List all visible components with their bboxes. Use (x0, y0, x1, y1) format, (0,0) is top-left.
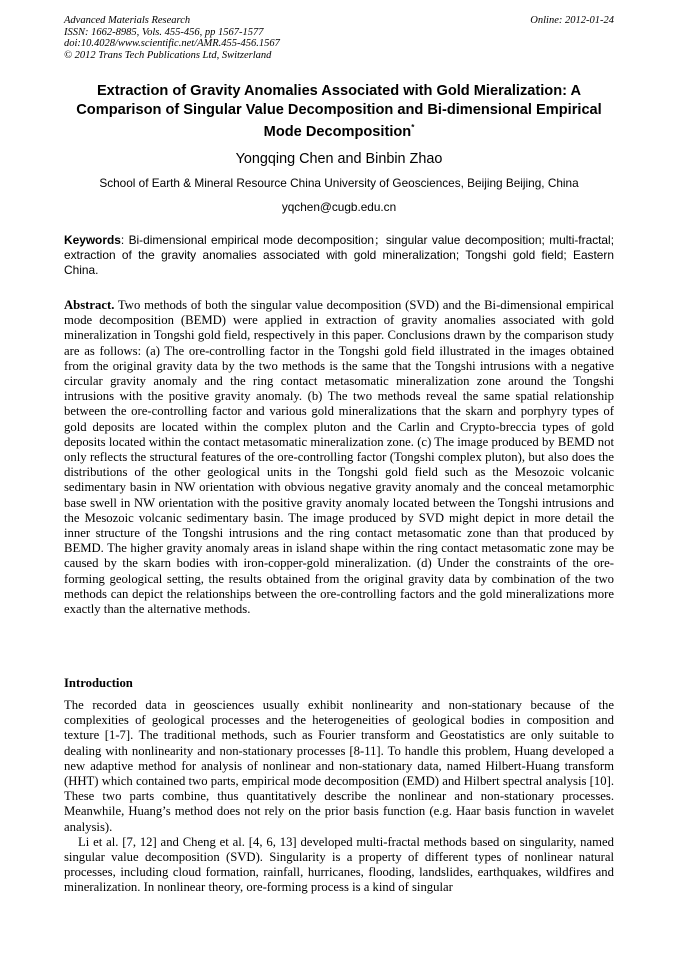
affiliation: School of Earth & Mineral Resource China University of Geosciences, Beijing Beijing, China (99, 176, 579, 190)
author-list: Yongqing Chen and Binbin Zhao (235, 151, 443, 167)
introduction-heading: Introduction (64, 676, 133, 690)
copyright-line: © 2012 Trans Tech Publications Ltd, Switzerland (64, 49, 272, 61)
intro-paragraph-1: The recorded data in geosciences usually exhibit nonlinearity and non-stationary because of the complexities of geological processes and the heterogeneities of geological bodies in composition and texture [1-7]. The traditional methods, such as Fourier transform and Geostatistics are only suitable to dealing with nonlinearity and non-stationary processes [8-11]. To handle this problem, Huang developed a new adaptive method for analysis of nonlinear and non-stationary data, named Hilbert-Huang transform (HHT) which contained two parts, empirical mode decomposition (EMD) and Hilbert spectral analysis [10]. These two parts combine, thus quantitatively describe the nonlinear and non-stationary processes. Meanwhile, Huang’s method does not rely on the prior basis function (e.g. Haar basis function in wavelet analysis). (64, 698, 614, 834)
abstract-block (64, 298, 614, 617)
keywords-text: : Bi-dimensional empirical mode decomposition；singular value decomposition; multi-fractal; extraction of the gravity anomalies associated with gold mineralization; Tongshi gold field; Eastern China. (64, 233, 614, 277)
keywords-label: Keywords (64, 233, 121, 247)
keywords-block (64, 233, 614, 277)
author-email: yqchen@cugb.edu.cn (281, 200, 397, 214)
paper-title-text: Extraction of Gravity Anomalies Associated with Gold Mieralization: A Comparison of Singular Value Decomposition and Bi-dimensional Empirical Mode Decomposition (76, 83, 602, 140)
abstract-text: Two methods of both the singular value decomposition (SVD) and the Bi-dimensional empirical mode decomposition (BEMD) were applied in extraction of gravity anomalies associated with gold mineralization in Tongshi gold field, respectively in this paper. Conclusions drawn by the comparison study are as follows: (a) The ore-controlling factor in the Tongshi gold field illustrated in the images obtained from the original gravity data by the two methods is the same that the Tongshi intrusions with a negative circular gravity anomaly and the ring contact metasomatic mineralization zone around the Tongshi intrusions with the positive gravity anomaly. (b) The two methods reveal the same spatial relationship between the ore-controlling factor and various gold mineralizations that the skarn and porphyry types of gold deposits are located within the complex pluton and the Carlin and Crypto-breccia types of gold deposits located within the contact metasomatic mineralization zone. (c) The image produced by BEMD not only reflects the structural features of the ore-controlling factor (Tongshi complex pluton), but also does the distributions of the other geological units in the Tongshi gold field such as the Mesozoic volcanic sedimentary basin in NW orientation with obvious negative gravity anomaly and the conceal metamorphic base swell in NW orientation with the positive gravity anomaly located between the Tongshi intrusions and the Mesozoic volcanic sedimentary basin. The image produced by SVD might depict in more detail the inner structure of the Tongshi intrusions and the ring contact metasomatic zone than that produced by BEMD. The higher gravity anomaly areas in island shape within the ring contact metasomatic zone may be caused by the skarn bodies with iron-copper-gold mineralization. (d) Under the constraints of the ore-forming geological setting, the results obtained from the original gravity data by combination of the two methods can depict the relationships between the ore-controlling factors and the gold mineralizations more exactly than the alternative methods. (64, 298, 614, 617)
intro-paragraph-2: Li et al. [7, 12] and Cheng et al. [4, 6, 13] developed multi-fractal methods based on singularity, named singular value decomposition (SVD). Singularity is a property of different types of nonlinear natural processes, including cloud formation, rainfall, hurricanes, flooding, landslides, earthquakes, wildfires and mineralization. In nonlinear theory, ore-forming process is a kind of singular (64, 834, 614, 895)
issn-line: ISSN: 1662-8985, Vols. 455-456, pp 1567-1577 (64, 26, 264, 38)
title-footnote-mark: * (411, 123, 415, 132)
journal-name: Advanced Materials Research (64, 15, 191, 26)
online-date: Online: 2012-01-24 (530, 15, 614, 26)
introduction-body (64, 698, 614, 896)
abstract-label: Abstract. (64, 298, 115, 312)
paper-title (64, 82, 614, 141)
journal-header (64, 15, 280, 61)
doi-line: doi:10.4028/www.scientific.net/AMR.455-456.1567 (64, 38, 280, 50)
